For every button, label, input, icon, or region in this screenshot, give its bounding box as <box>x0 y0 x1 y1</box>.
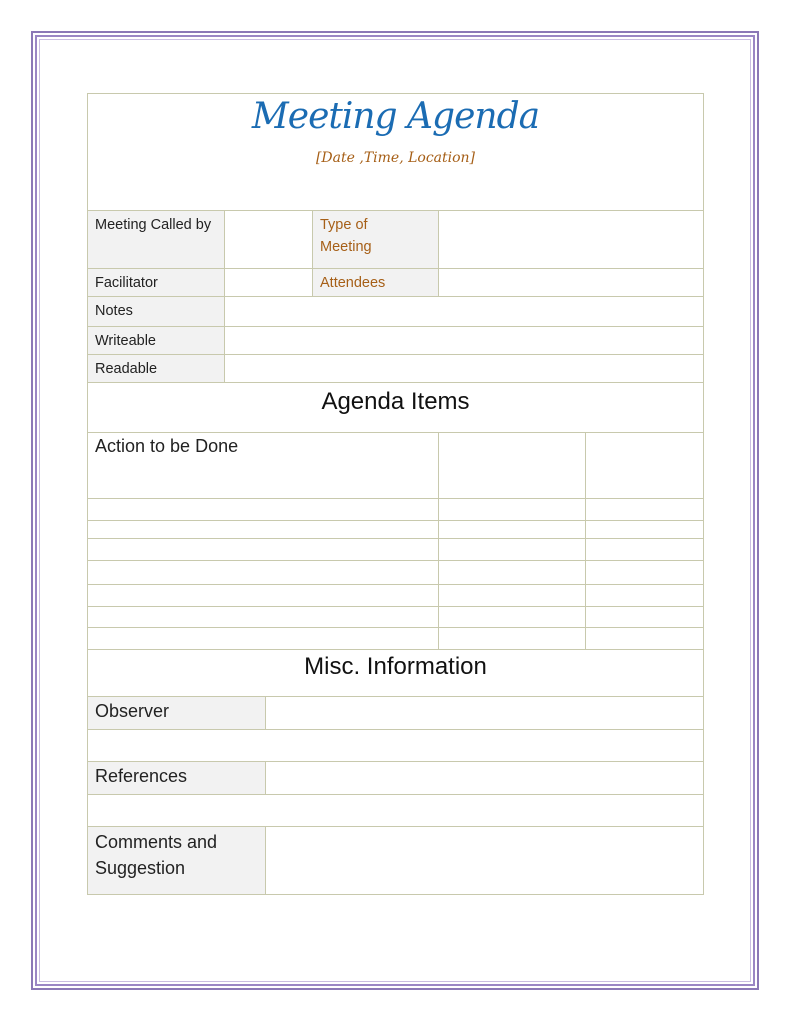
label-text: Meeting Called by <box>95 217 212 233</box>
label-text: Readable <box>95 361 158 377</box>
agenda-row-6-col2[interactable] <box>438 606 586 628</box>
field-readable[interactable] <box>224 354 704 383</box>
agenda-row-6-action[interactable] <box>87 606 439 628</box>
document-subtitle: [Date ,Time, Location] <box>315 150 476 166</box>
label-attendees <box>312 268 439 297</box>
agenda-heading: Agenda Items <box>321 388 470 415</box>
agenda-row-2-action[interactable] <box>87 520 439 539</box>
agenda-row-3-action[interactable] <box>87 538 439 561</box>
agenda-row-7-col3[interactable] <box>585 627 704 650</box>
references-notes-row[interactable] <box>87 794 704 827</box>
field-writeable[interactable] <box>224 326 704 355</box>
misc-heading: Misc. Information <box>304 653 487 680</box>
field-observer[interactable] <box>265 696 704 730</box>
observer-notes-row[interactable] <box>87 729 704 762</box>
agenda-row-2-col2[interactable] <box>438 520 586 539</box>
label-text: Notes <box>95 303 133 319</box>
field-type-of-meeting[interactable] <box>438 210 704 269</box>
agenda-heading-row <box>87 382 704 433</box>
document-title: Meeting Agenda <box>251 96 540 137</box>
agenda-col2-header[interactable] <box>438 432 586 499</box>
label-text: References <box>95 766 188 786</box>
label-text: Writeable <box>95 333 156 349</box>
label-notes <box>87 296 225 327</box>
agenda-row-7-col2[interactable] <box>438 627 586 650</box>
agenda-row-6-col3[interactable] <box>585 606 704 628</box>
label-type-of-meeting <box>312 210 439 269</box>
agenda-row-1-col2[interactable] <box>438 498 586 521</box>
title-block <box>87 93 704 211</box>
agenda-col3-header[interactable] <box>585 432 704 499</box>
agenda-row-1-col3[interactable] <box>585 498 704 521</box>
label-text: Observer <box>95 701 170 721</box>
agenda-row-7-action[interactable] <box>87 627 439 650</box>
field-notes[interactable] <box>224 296 704 327</box>
label-observer <box>87 696 266 730</box>
field-references[interactable] <box>265 761 704 795</box>
label-facilitator <box>87 268 225 297</box>
agenda-row-3-col3[interactable] <box>585 538 704 561</box>
agenda-row-4-col3[interactable] <box>585 560 704 585</box>
agenda-row-5-action[interactable] <box>87 584 439 607</box>
label-references <box>87 761 266 795</box>
misc-heading-row <box>87 649 704 697</box>
agenda-row-2-col3[interactable] <box>585 520 704 539</box>
agenda-row-4-col2[interactable] <box>438 560 586 585</box>
label-meeting-called-by <box>87 210 225 269</box>
field-comments[interactable] <box>265 826 704 895</box>
label-text: Attendees <box>320 275 386 291</box>
label-comments <box>87 826 266 895</box>
label-text: Type of Meeting <box>320 217 372 255</box>
agenda-row-5-col3[interactable] <box>585 584 704 607</box>
label-readable <box>87 354 225 383</box>
agenda-row-3-col2[interactable] <box>438 538 586 561</box>
label-text: Comments and Suggestion <box>95 832 218 878</box>
label-text: Facilitator <box>95 275 158 291</box>
agenda-row-4-action[interactable] <box>87 560 439 585</box>
field-attendees[interactable] <box>438 268 704 297</box>
field-meeting-called-by[interactable] <box>224 210 313 269</box>
action-header: Action to be Done <box>95 436 239 456</box>
action-header-cell <box>87 432 439 499</box>
field-facilitator[interactable] <box>224 268 313 297</box>
agenda-row-5-col2[interactable] <box>438 584 586 607</box>
agenda-row-1-action[interactable] <box>87 498 439 521</box>
label-writeable <box>87 326 225 355</box>
